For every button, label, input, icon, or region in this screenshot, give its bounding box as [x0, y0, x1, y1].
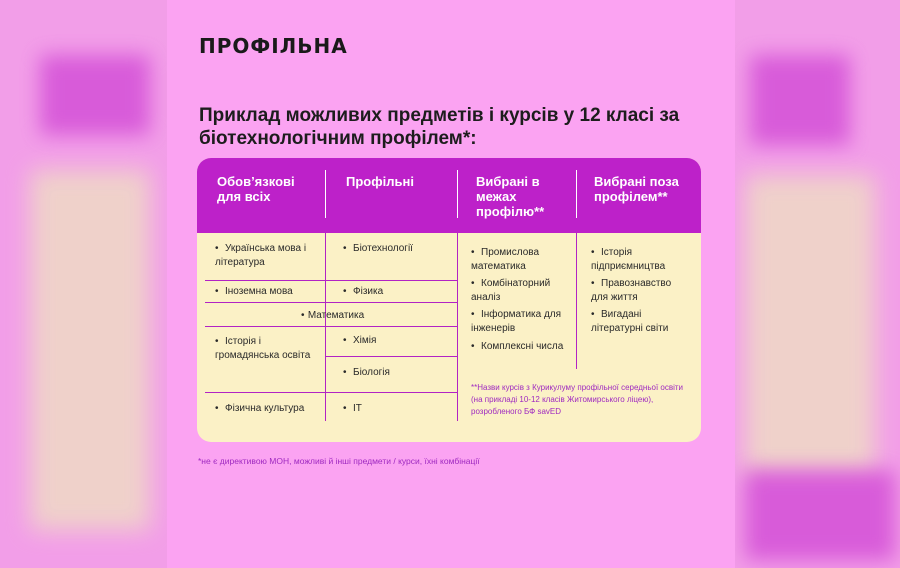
- grid-line: [205, 302, 457, 303]
- subjects-table: [197, 158, 701, 442]
- infographic-card: [167, 0, 735, 568]
- header-divider: [325, 170, 326, 218]
- courses-note: **Назви курсів з Курикулуму профільної середньої освіти (на прикладі 10-12 класів Житомирського ліцею), розробленого БФ savED: [471, 383, 684, 416]
- grid-line: [205, 392, 457, 393]
- header-required: Обов’язкові для всіх: [217, 174, 295, 204]
- elective-in-1: • Промислова математика: [471, 247, 540, 272]
- header-profile: Профільні: [346, 174, 414, 189]
- required-foreign: • Іноземна мова: [215, 286, 293, 297]
- profile-biotech: • Біотехнології: [343, 243, 413, 254]
- elective-in-4: • Комплексні числа: [471, 341, 564, 352]
- background-blur: [745, 470, 895, 560]
- footnote: *не є директивою МОН, можливі й інші предмети / курси, їхні комбінації: [198, 456, 480, 466]
- grid-line: [205, 326, 457, 327]
- header-elective-in: Вибрані в межах профілю**: [476, 174, 545, 219]
- elective-in-3: • Інформатика для інженерів: [471, 309, 562, 334]
- header-divider: [576, 170, 577, 218]
- elective-out-3: • Вигадані літературні світи: [591, 309, 669, 334]
- elective-out-2: • Правознавство для життя: [591, 278, 672, 303]
- required-ukr: • Українська мова і література: [215, 243, 307, 268]
- profile-biology: • Біологія: [343, 367, 390, 378]
- profile-chemistry: • Хімія: [343, 335, 377, 346]
- required-pe: • Фізична культура: [215, 403, 305, 414]
- background-blur: [745, 175, 875, 475]
- background-blur: [40, 55, 150, 135]
- header-divider: [457, 170, 458, 218]
- background-blur: [750, 55, 850, 145]
- required-history: • Історія і громадянська освіта: [215, 336, 311, 361]
- profile-physics: • Фізика: [343, 286, 384, 297]
- grid-line: [205, 280, 457, 281]
- elective-in-2: • Комбінаторний аналіз: [471, 278, 551, 303]
- header-elective-out: Вибрані поза профілем**: [594, 174, 679, 204]
- profile-it: • IT: [343, 403, 362, 414]
- required-math: • Математика: [301, 310, 365, 321]
- page-title: Приклад можливих предметів і курсів у 12 класі за біотехнологічним профілем*:: [199, 105, 680, 149]
- grid-line: [325, 326, 326, 421]
- grid-line: [457, 233, 458, 421]
- elective-out-1: • Історія підприємництва: [591, 247, 666, 272]
- grid-line: [576, 233, 577, 369]
- grid-line: [325, 356, 457, 357]
- table-header: [197, 158, 701, 233]
- background-blur: [30, 170, 150, 530]
- logo: ПРОФІЛЬНА: [199, 34, 348, 58]
